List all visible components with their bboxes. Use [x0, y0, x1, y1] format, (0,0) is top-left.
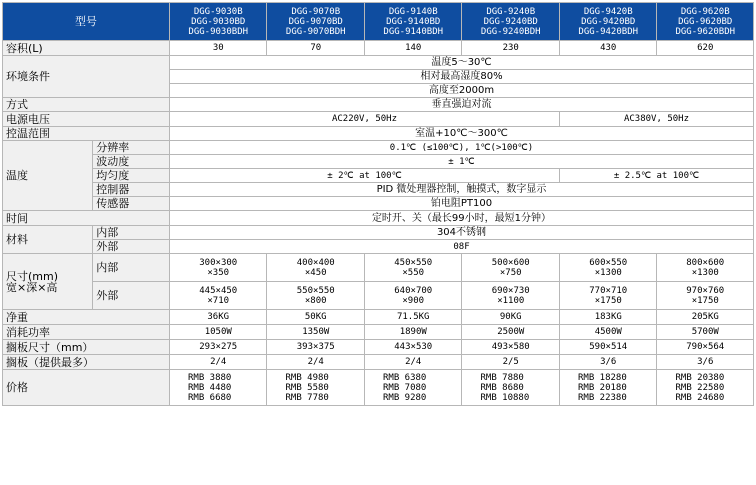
size-value	[657, 282, 753, 309]
volume-value: 70	[267, 41, 364, 55]
price-line: RMB 20180	[577, 382, 627, 393]
size-line: 450×550	[394, 257, 433, 268]
price-line: RMB 7780	[285, 392, 329, 403]
material-row	[3, 226, 753, 239]
weight-value: 36KG	[170, 310, 267, 324]
weight-value: 205KG	[657, 310, 753, 324]
method-label: 方式	[3, 98, 169, 111]
model-name: DGG-9620B	[680, 6, 730, 17]
volume-value: 140	[365, 41, 462, 55]
price-line: RMB 6380	[382, 372, 427, 383]
temp-range-label: 控温范围	[3, 127, 169, 140]
size-row	[3, 254, 753, 281]
price-line: RMB 24680	[675, 392, 725, 403]
size-line: ×1750	[594, 295, 622, 306]
power-consumption-value: 1050W	[170, 325, 267, 339]
size-value	[560, 282, 657, 309]
fluctuation-label: 波动度	[93, 155, 169, 168]
model-cell	[267, 3, 364, 40]
weight-row	[3, 310, 753, 324]
temp-range-value: 室温+10℃～300℃	[170, 127, 753, 140]
price-line: RMB 3880	[187, 372, 232, 383]
shelves-value: 2/5	[462, 355, 559, 369]
timer-value: 定时开、关（最长99小时，最短1分钟）	[170, 211, 753, 225]
sensor-value: 铂电阻PT100	[170, 197, 753, 210]
price-line: RMB 20380	[675, 372, 725, 383]
shelf-size-value: 590×514	[560, 340, 657, 354]
size-line: 600×550	[589, 257, 628, 268]
size-line: ×350	[207, 267, 230, 278]
shelf-size-row	[3, 340, 753, 354]
size-value	[267, 254, 364, 281]
size-line: ×1300	[594, 267, 622, 278]
weight-value: 90KG	[462, 310, 559, 324]
sensor-label: 传感器	[93, 197, 169, 210]
model-cell	[365, 3, 462, 40]
size-row	[3, 282, 753, 309]
price-line: RMB 7080	[382, 382, 427, 393]
size-line: ×750	[499, 267, 522, 278]
environment-label: 环境条件	[3, 56, 169, 97]
power-row	[3, 112, 753, 126]
timer-label: 时间	[3, 211, 169, 225]
price-line: RMB 22580	[675, 382, 725, 393]
size-line: 400×400	[296, 257, 335, 268]
power-consumption-value: 5700W	[657, 325, 753, 339]
model-name: DGG-9140B	[388, 6, 438, 17]
price-line: RMB 10880	[480, 392, 530, 403]
model-name: DGG-9030BD	[191, 16, 246, 27]
size-value	[560, 254, 657, 281]
size-line: 445×450	[199, 285, 238, 296]
shelf-size-value: 493×580	[462, 340, 559, 354]
temp-range-row	[3, 127, 753, 140]
price-line: RMB 6680	[187, 392, 232, 403]
size-outer-label: 外部	[93, 282, 169, 309]
material-label: 材料	[3, 226, 92, 253]
power-consumption-value: 2500W	[462, 325, 559, 339]
size-label	[3, 254, 92, 309]
price-line: RMB 22380	[577, 392, 627, 403]
temperature-row	[3, 197, 753, 210]
price-value	[170, 370, 267, 405]
power-consumption-value: 4500W	[560, 325, 657, 339]
shelves-row	[3, 355, 753, 369]
power-value-b: AC380V, 50Hz	[560, 112, 753, 126]
method-row	[3, 98, 753, 111]
method-value: 垂直强迫对流	[170, 98, 753, 111]
material-inner-label: 内部	[93, 226, 169, 239]
temperature-label: 温度	[3, 141, 92, 210]
price-line: RMB 18280	[577, 372, 627, 383]
temperature-row	[3, 155, 753, 168]
size-line: ×450	[304, 267, 327, 278]
price-line: RMB 5580	[285, 382, 329, 393]
size-value	[657, 254, 753, 281]
model-name: DGG-9420B	[583, 6, 633, 17]
size-line: ×550	[402, 267, 425, 278]
model-name: DGG-9070BD	[288, 16, 343, 27]
shelves-value: 2/4	[365, 355, 462, 369]
size-value	[170, 282, 267, 309]
weight-value: 183KG	[560, 310, 657, 324]
price-value	[267, 370, 364, 405]
power-consumption-row	[3, 325, 753, 339]
size-line: ×1750	[691, 295, 719, 306]
temperature-row	[3, 141, 753, 154]
model-name: DGG-9240B	[486, 6, 536, 17]
volume-value: 30	[170, 41, 267, 55]
temperature-row	[3, 183, 753, 196]
size-line: 800×600	[686, 257, 725, 268]
size-line: 550×550	[296, 285, 335, 296]
size-line: ×800	[304, 295, 327, 306]
size-label-line: 尺寸(mm)	[6, 269, 59, 283]
volume-label: 容积(L)	[3, 41, 169, 55]
shelf-size-value: 790×564	[657, 340, 753, 354]
model-name: DGG-9030B	[193, 6, 243, 17]
material-inner-value: 304不锈钢	[170, 226, 753, 239]
price-line: RMB 4480	[187, 382, 232, 393]
model-name: DGG-9240BDH	[480, 26, 541, 37]
model-cell	[462, 3, 559, 40]
size-line: 300×300	[199, 257, 238, 268]
uniformity-label: 均匀度	[93, 169, 169, 182]
size-line: ×1100	[497, 295, 525, 306]
model-name: DGG-9240BD	[483, 16, 538, 27]
weight-label: 净重	[3, 310, 169, 324]
material-outer-label: 外部	[93, 240, 169, 253]
size-value	[365, 254, 462, 281]
size-line: ×710	[207, 295, 230, 306]
price-line: RMB 7880	[480, 372, 524, 383]
size-label-line: 宽×深×高	[6, 280, 58, 294]
size-line: 500×600	[491, 257, 530, 268]
model-name: DGG-9030BDH	[188, 26, 249, 37]
size-value	[365, 282, 462, 309]
price-value	[560, 370, 657, 405]
model-name: DGG-9070B	[291, 6, 341, 17]
size-line: 770×710	[589, 285, 628, 296]
model-name: DGG-9140BD	[386, 16, 441, 27]
resolution-label: 分辨率	[93, 141, 169, 154]
model-label: 型号	[3, 3, 169, 40]
price-value	[462, 370, 559, 405]
environment-line: 高度至2000m	[170, 84, 753, 97]
model-cell	[657, 3, 753, 40]
resolution-value: 0.1℃ (≤100℃), 1℃(>100℃)	[170, 141, 753, 154]
header-row	[3, 3, 753, 40]
price-line: RMB 4980	[285, 372, 329, 383]
environment-line: 相对最高湿度80%	[170, 70, 753, 83]
volume-row	[3, 41, 753, 55]
shelves-value: 2/4	[267, 355, 364, 369]
model-name: DGG-9420BD	[581, 16, 636, 27]
size-value	[462, 282, 559, 309]
shelves-label: 搁板（提供最多）	[3, 355, 169, 369]
power-consumption-value: 1350W	[267, 325, 364, 339]
size-line: 690×730	[491, 285, 530, 296]
material-outer-value: 08F	[170, 240, 753, 253]
model-name: DGG-9420BDH	[578, 26, 639, 37]
controller-label: 控制器	[93, 183, 169, 196]
environment-row	[3, 56, 753, 69]
timer-row	[3, 211, 753, 225]
model-name: DGG-9140BDH	[383, 26, 444, 37]
model-name: DGG-9620BD	[678, 16, 733, 27]
volume-value: 230	[462, 41, 559, 55]
shelves-value: 3/6	[657, 355, 753, 369]
fluctuation-value: ± 1℃	[170, 155, 753, 168]
temperature-row	[3, 169, 753, 182]
model-name: DGG-9620BDH	[675, 26, 736, 37]
price-value	[365, 370, 462, 405]
volume-value: 620	[657, 41, 753, 55]
power-consumption-value: 1890W	[365, 325, 462, 339]
price-row	[3, 370, 753, 405]
shelf-size-value: 393×375	[267, 340, 364, 354]
size-line: ×1300	[691, 267, 719, 278]
size-value	[170, 254, 267, 281]
controller-value: PID 微处理器控制，触摸式，数字显示	[170, 183, 753, 196]
shelf-size-label: 搁板尺寸（mm）	[3, 340, 169, 354]
weight-value: 71.5KG	[365, 310, 462, 324]
size-inner-label: 内部	[93, 254, 169, 281]
model-cell	[170, 3, 267, 40]
shelf-size-value: 293×275	[170, 340, 267, 354]
size-value	[462, 254, 559, 281]
price-label: 价格	[3, 370, 169, 405]
power-consumption-label: 消耗功率	[3, 325, 169, 339]
model-cell	[560, 3, 657, 40]
spec-table	[2, 2, 754, 406]
shelf-size-value: 443×530	[365, 340, 462, 354]
shelves-value: 3/6	[560, 355, 657, 369]
power-value-a: AC220V, 50Hz	[170, 112, 559, 126]
price-line: RMB 8680	[480, 382, 524, 393]
size-line: 970×760	[686, 285, 725, 296]
price-line: RMB 9280	[382, 392, 427, 403]
power-label: 电源电压	[3, 112, 169, 126]
material-row	[3, 240, 753, 253]
weight-value: 50KG	[267, 310, 364, 324]
shelves-value: 2/4	[170, 355, 267, 369]
size-value	[267, 282, 364, 309]
model-name: DGG-9070BDH	[285, 26, 346, 37]
size-line: 640×700	[394, 285, 433, 296]
uniformity-value-a: ± 2℃ at 100℃	[170, 169, 559, 182]
size-line: ×900	[402, 295, 425, 306]
environment-line: 温度5～30℃	[170, 56, 753, 69]
price-value	[657, 370, 753, 405]
volume-value: 430	[560, 41, 657, 55]
uniformity-value-b: ± 2.5℃ at 100℃	[560, 169, 753, 182]
